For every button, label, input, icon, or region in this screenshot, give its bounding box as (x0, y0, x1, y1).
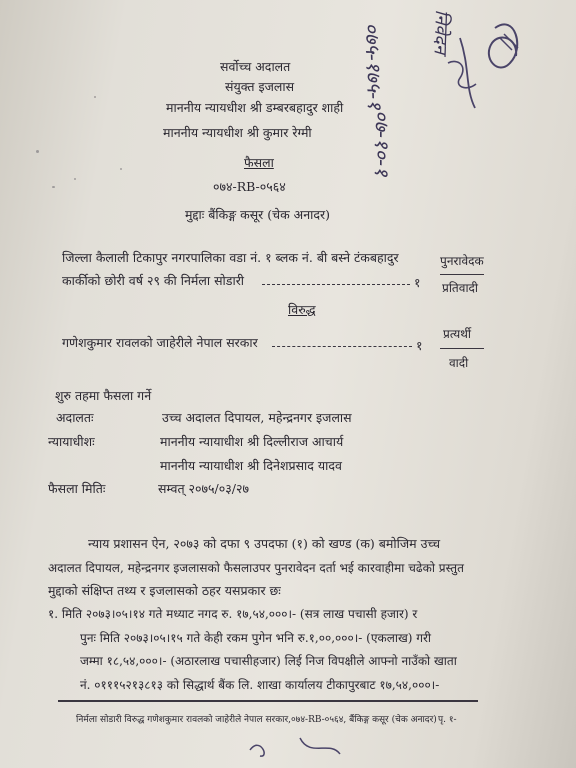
respondent-count: १ (416, 338, 423, 353)
paper-speck (94, 96, 96, 98)
versus-label: विरुद्ध (288, 302, 316, 317)
petitioner-line-2: कार्कीको छोरी वर्ष २९ की निर्मला सोडारी (62, 273, 245, 288)
signature-scribble (440, 8, 530, 118)
respondent-role: प्रत्यर्थी (443, 327, 472, 341)
respondent-name: गणेशकुमार रावलको जाहेरीले नेपाल सरकार (62, 335, 258, 350)
court-value: उच्च अदालत दिपायल, महेन्द्रनगर इजलास (162, 410, 352, 425)
petitioner-role-divider (440, 274, 484, 275)
judge-1: माननीय न्यायाधीश श्री दिल्लीराज आचार्य (160, 434, 344, 449)
paper-speck (36, 150, 39, 153)
paper-speck (52, 186, 55, 188)
body-line: १. मिति २०७३।०५।१४ गते मध्याट नगद रु. १७,५४,०००।- (सत्र लाख पचासी हजार) र (48, 607, 418, 621)
body-line: पुनः मिति २०७३।०५।१५ गते केही रकम पुगेन भनि रु.१,००,०००।- (एकलाख) गरी (80, 631, 432, 645)
petitioner-line-1: जिल्ला कैलाली टिकापुर नगरपालिका वडा नं. १ ब्लक नं. बी बस्ने टंकबहादुर (62, 250, 399, 265)
date-value: सम्वत् २०७५/०३/२७ (158, 481, 249, 496)
petitioner-role-2: प्रतिवादी (442, 281, 479, 295)
footer-page-number: पृ. १- (438, 715, 457, 725)
handwritten-top-right-note: निवेदन (429, 9, 452, 55)
body-line: न्याय प्रशासन ऐन, २०७३ को दफा ९ उपदफा (१) को खण्ड (क) बमोजिम उच्च (88, 536, 441, 551)
handwritten-margin-number: ०७५-१७५-१ (360, 21, 388, 110)
petitioner-dash-line (262, 284, 410, 285)
judge-2: माननीय न्यायाधीश श्री दिनेशप्रसाद यादव (160, 458, 342, 473)
judges-label: न्यायाधीशः (48, 434, 95, 449)
court-name: सर्वोच्च अदालत (220, 59, 291, 74)
case-number: ०७४-RB-०५६४ (213, 179, 286, 194)
paper-speck (74, 178, 76, 180)
paper-speck (120, 168, 122, 170)
body-line: नं. ०१११५२१३८१३ को सिद्धार्थ बैंक लि. शाखा कार्यालय टीकापुरबाट १७,५४,०००।- (80, 678, 440, 692)
petitioner-count: १ (414, 275, 421, 290)
body-line: जम्मा १८,५४,०००।- (अठारलाख पचासीहजार) लिई निज विपक्षीले आफ्नो नाउँको खाता (80, 654, 457, 668)
respondent-role-divider (440, 348, 484, 349)
body-line: मुद्दाको संक्षिप्त तथ्य र इजलासको ठहर यसप्रकार छः (48, 583, 281, 598)
verdict-title: फैसला (244, 155, 274, 170)
body-line: अदालत दिपायल, महेन्द्रनगर इजलासको फैसलाउपर पुनरावेदन दर्ता भई कारवाहीमा चढेको प्रस्तुत (48, 561, 464, 575)
handwritten-margin-number-2: ०७-१०-१ (370, 110, 394, 177)
bottom-scribble (240, 728, 370, 766)
footer-rule (58, 700, 478, 702)
justice-2: माननीय न्यायधीश श्री कुमार रेग्मी (163, 125, 312, 140)
case-subject: मुद्दाः बैंकिङ्ग कसूर (चेक अनादर) (185, 207, 330, 222)
court-label: अदालतः (56, 410, 94, 425)
respondent-role-2: वादी (449, 356, 469, 370)
date-label: फैसला मितिः (48, 481, 106, 496)
first-instance-heading: शुरु तहमा फैसला गर्ने (55, 388, 152, 403)
petitioner-role: पुनरावेदक (440, 254, 484, 268)
footer-text: निर्मला सोडारी विरुद्ध गणेशकुमार रावलको जाहेरीले नेपाल सरकार,०७४-RB-०५६४, बैंकिङ्ग कसूर (चेक अनादर) (76, 715, 437, 725)
justice-1: माननीय न्यायधीश श्री डम्बरबहादुर शाही (166, 100, 344, 115)
respondent-dash-line (272, 346, 412, 347)
bench-name: संयुक्त इजलास (225, 79, 295, 94)
